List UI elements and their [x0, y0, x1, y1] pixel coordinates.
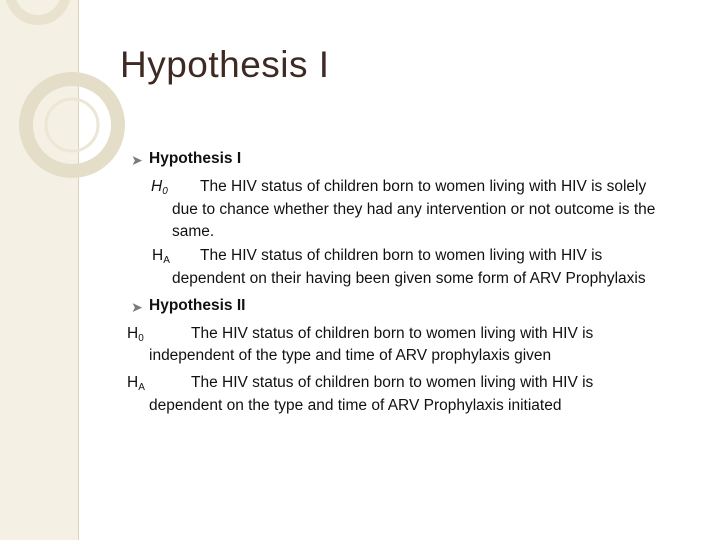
arrow-bullet-icon: ➤	[131, 299, 143, 315]
ha-label	[152, 246, 170, 271]
section-heading: Hypothesis I	[149, 150, 242, 167]
h-subscript: A	[163, 255, 170, 266]
h-subscript: A	[138, 382, 145, 393]
h-subscript: 0	[138, 333, 144, 344]
hypothesis-text-line: The HIV status of children born to women living with HIV is	[191, 325, 594, 342]
decorative-circles	[0, 0, 140, 200]
hypothesis-text-line: dependent on the type and time of ARV Prophylaxis initiated	[149, 397, 562, 414]
h0-label	[151, 177, 168, 202]
hypothesis-text-line: The HIV status of children born to women living with HIV is solely	[200, 178, 647, 195]
hypothesis-text-line: same.	[172, 223, 215, 240]
hypothesis-text-line: The HIV status of children born to women living with HIV is	[200, 247, 603, 264]
ha-label	[127, 373, 145, 398]
h0-label	[127, 324, 144, 349]
h-letter: H	[151, 178, 163, 195]
arrow-bullet-icon: ➤	[131, 152, 143, 168]
hypothesis-text-line: dependent on their having been given some form of ARV Prophylaxis	[172, 270, 646, 287]
hypothesis-text-line: due to chance whether they had any intervention or not outcome is the	[172, 201, 656, 218]
hypothesis-text-line: independent of the type and time of ARV prophylaxis given	[149, 347, 552, 364]
h-letter: H	[152, 247, 164, 264]
section-heading: Hypothesis II	[149, 297, 246, 314]
h-letter: H	[127, 374, 139, 391]
h-letter: H	[127, 325, 139, 342]
h-subscript: 0	[162, 186, 168, 197]
hypothesis-text-line: The HIV status of children born to women living with HIV is	[191, 374, 594, 391]
slide-title: Hypothesis I	[120, 44, 330, 85]
